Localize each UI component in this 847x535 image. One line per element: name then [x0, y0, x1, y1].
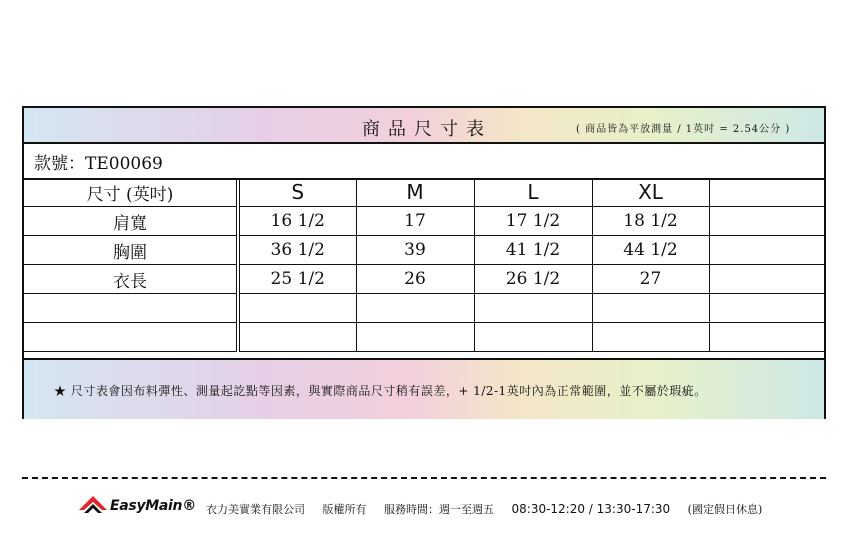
table-cell	[238, 294, 356, 323]
company-name: 衣力美實業有限公司	[206, 503, 305, 516]
table-cell	[709, 294, 824, 323]
table-cell	[709, 265, 824, 294]
table-cell: 26 1/2	[474, 265, 592, 294]
row-label: 衣長	[24, 265, 238, 294]
table-row	[24, 323, 824, 352]
product-code: 款號：TE00069	[34, 154, 163, 174]
size-chart-sheet	[22, 106, 826, 419]
table-cell	[709, 236, 824, 265]
size-table	[24, 178, 824, 352]
table-cell: 17	[356, 207, 474, 236]
table-cell	[356, 294, 474, 323]
table-row	[24, 294, 824, 323]
column-header-label: 尺寸 (英吋)	[24, 178, 238, 207]
table-row	[24, 236, 824, 265]
service-hours: 08:30-12:20 / 13:30-17:30	[511, 502, 671, 516]
table-cell	[238, 323, 356, 352]
table-cell: 27	[592, 265, 709, 294]
table-cell	[709, 323, 824, 352]
table-cell	[474, 294, 592, 323]
table-cell	[474, 323, 592, 352]
holiday-note: (國定假日休息)	[687, 503, 763, 516]
footer	[78, 495, 838, 521]
copyright-text: 版權所有	[322, 503, 367, 516]
title-bar	[24, 108, 824, 144]
table-cell: 36 1/2	[238, 236, 356, 265]
size-header: L	[474, 178, 592, 207]
table-cell	[356, 323, 474, 352]
table-cell: 44 1/2	[592, 236, 709, 265]
mountain-logo-icon	[78, 495, 108, 517]
measurement-note: ( 商品皆為平放測量 / 1英吋 = 2.54公分 )	[576, 124, 791, 135]
table-cell: 26	[356, 265, 474, 294]
table-cell	[592, 323, 709, 352]
table-cell: 16 1/2	[238, 207, 356, 236]
table-cell: 39	[356, 236, 474, 265]
size-header	[709, 178, 824, 207]
table-cell	[709, 207, 824, 236]
table-cell: 25 1/2	[238, 265, 356, 294]
row-label: 肩寬	[24, 207, 238, 236]
chart-title: 商品尺寸表	[362, 119, 492, 140]
size-header: M	[356, 178, 474, 207]
size-header: XL	[592, 178, 709, 207]
brand-logo-text: EasyMain®	[110, 498, 196, 514]
product-code-row	[24, 142, 824, 180]
service-hours-label: 服務時間：週一至週五	[384, 503, 494, 516]
row-label	[24, 323, 238, 352]
table-cell: 18 1/2	[592, 207, 709, 236]
footer-info	[206, 501, 776, 517]
table-row	[24, 265, 824, 294]
dashed-divider	[22, 477, 826, 479]
row-label	[24, 294, 238, 323]
table-cell: 41 1/2	[474, 236, 592, 265]
tolerance-notice	[24, 358, 824, 419]
size-header: S	[238, 178, 356, 207]
table-header-row	[24, 178, 824, 207]
notice-text: ★ 尺寸表會因布料彈性、測量起訖點等因素，與實際商品尺寸稍有誤差，+ 1/2-1英吋內為正常範圍，並不屬於瑕疵。	[54, 384, 707, 398]
table-cell	[592, 294, 709, 323]
table-row	[24, 207, 824, 236]
table-cell: 17 1/2	[474, 207, 592, 236]
row-label: 胸圍	[24, 236, 238, 265]
